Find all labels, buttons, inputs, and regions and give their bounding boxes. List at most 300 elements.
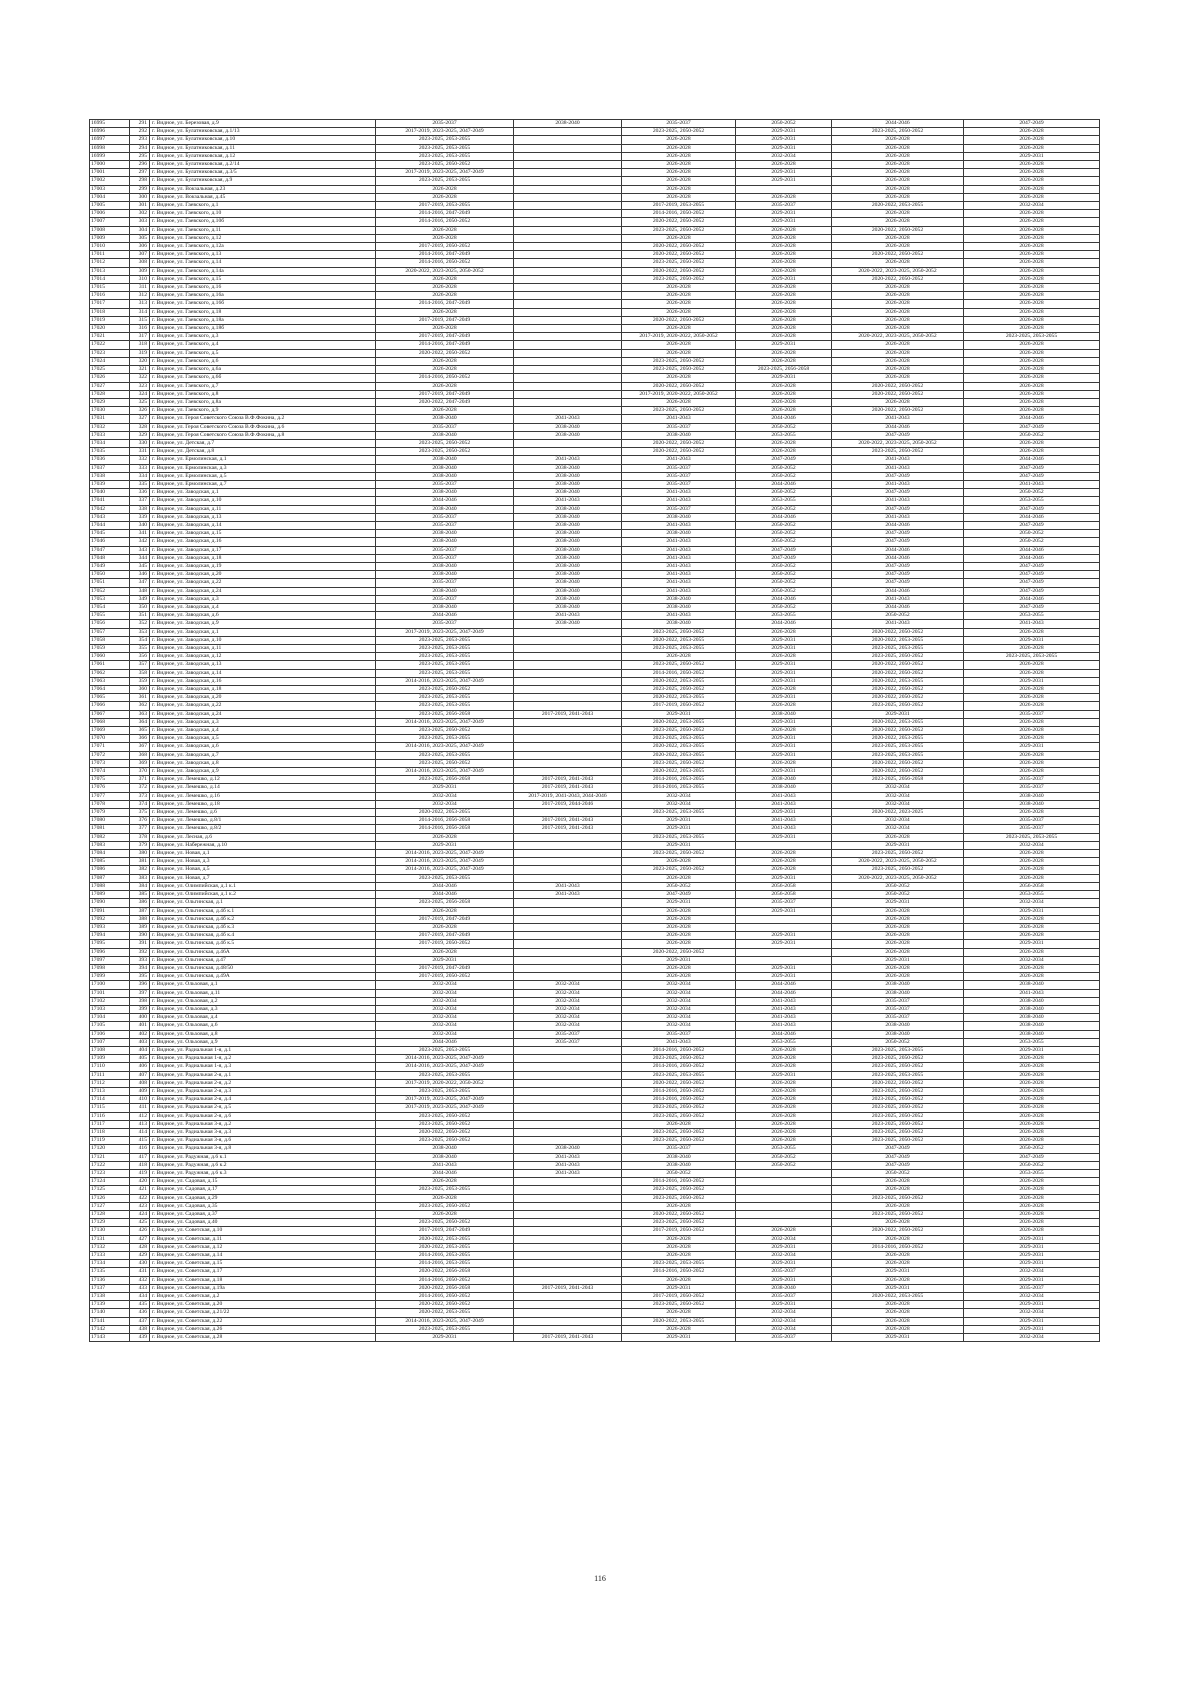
row-number-cell: 402 xyxy=(130,1030,150,1038)
period-3-cell: 2026-2028 xyxy=(622,1202,736,1210)
period-6-cell: 2038-2040 xyxy=(964,981,1100,989)
row-id-cell: 17110 xyxy=(90,1063,130,1071)
period-3-cell: 2035-2037 xyxy=(622,1145,736,1153)
period-5-cell: 2026-2028 xyxy=(832,1202,964,1210)
period-4-cell: 2041-2043 xyxy=(736,1005,832,1013)
address-cell: г. Видное, ул. Заводская, д.1 xyxy=(150,489,376,497)
row-id-cell: 16996 xyxy=(90,128,130,136)
period-6-cell: 2026-2028 xyxy=(964,628,1100,636)
row-id-cell: 17042 xyxy=(90,505,130,513)
row-id-cell: 17045 xyxy=(90,530,130,538)
period-6-cell: 2050-2052 xyxy=(964,489,1100,497)
period-1-cell: 2023-2025, 2050-2052 xyxy=(376,686,514,694)
address-cell: г. Видное, ул. Вокзальная, д.45 xyxy=(150,193,376,201)
period-5-cell: 2044-2046 xyxy=(832,554,964,562)
table-row xyxy=(90,521,1100,529)
period-5-cell: 2038-2040 xyxy=(832,1022,964,1030)
address-cell: г. Видное, ул. Ольховая, д.8 xyxy=(150,1030,376,1038)
period-1-cell: 2044-2046 xyxy=(376,882,514,890)
row-number-cell: 311 xyxy=(130,284,150,292)
period-4-cell: 2029-2031 xyxy=(736,169,832,177)
period-2-cell xyxy=(514,669,622,677)
row-number-cell: 301 xyxy=(130,202,150,210)
row-number-cell: 299 xyxy=(130,185,150,193)
address-cell: г. Видное, ул. Детская, д.8 xyxy=(150,448,376,456)
address-cell: г. Видное, ул. Ольховая, д.9 xyxy=(150,1038,376,1046)
period-4-cell: 2026-2028 xyxy=(736,284,832,292)
address-cell: г. Видное, ул. Гаевского, д.15 xyxy=(150,275,376,283)
period-6-cell: 2029-2031 xyxy=(964,1243,1100,1251)
period-3-cell: 2038-2040 xyxy=(622,620,736,628)
row-number-cell: 354 xyxy=(130,636,150,644)
period-4-cell: 2050-2052 xyxy=(736,571,832,579)
row-id-cell: 17129 xyxy=(90,1219,130,1227)
period-5-cell: 2050-2052 xyxy=(832,1038,964,1046)
period-4-cell: 2029-2031 xyxy=(736,874,832,882)
period-5-cell: 2029-2031 xyxy=(832,710,964,718)
address-cell: г. Видное, ул. Ольховая, д.11 xyxy=(150,989,376,997)
table-row xyxy=(90,768,1100,776)
row-id-cell: 17032 xyxy=(90,423,130,431)
address-cell: г. Видное, ул. Олимпийская, д.1 к.2 xyxy=(150,891,376,899)
period-1-cell: 2020-2022, 2056-2058 xyxy=(376,1268,514,1276)
period-1-cell: 2038-2040 xyxy=(376,472,514,480)
period-3-cell: 2026-2028 xyxy=(622,1309,736,1317)
row-number-cell: 383 xyxy=(130,874,150,882)
period-1-cell: 2023-2025, 2053-2055 xyxy=(376,702,514,710)
period-2-cell xyxy=(514,858,622,866)
period-5-cell: 2038-2040 xyxy=(832,981,964,989)
row-number-cell: 310 xyxy=(130,275,150,283)
table-row xyxy=(90,1219,1100,1227)
row-id-cell: 17007 xyxy=(90,218,130,226)
address-cell: г. Видное, ул. Лемешко, д.14 xyxy=(150,784,376,792)
address-cell: г. Видное, ул. Радиальная 2-я, д.5 xyxy=(150,1104,376,1112)
period-4-cell: 2047-2049 xyxy=(736,456,832,464)
period-3-cell: 2041-2043 xyxy=(622,489,736,497)
period-1-cell: 2023-2025, 2053-2055 xyxy=(376,694,514,702)
table-row xyxy=(90,776,1100,784)
row-id-cell: 17074 xyxy=(90,768,130,776)
period-2-cell xyxy=(514,1202,622,1210)
period-6-cell: 2029-2031 xyxy=(964,743,1100,751)
period-6-cell: 2026-2028 xyxy=(964,407,1100,415)
period-1-cell: 2038-2040 xyxy=(376,464,514,472)
address-cell: г. Видное, ул. Заводская, д.17 xyxy=(150,546,376,554)
period-1-cell: 2029-2031 xyxy=(376,841,514,849)
capital-repair-schedule-table xyxy=(89,119,1100,1342)
period-3-cell: 2023-2025, 2050-2052 xyxy=(622,686,736,694)
period-1-cell: 2014-2016, 2023-2025, 2047-2049 xyxy=(376,1317,514,1325)
period-6-cell: 2029-2031 xyxy=(964,1252,1100,1260)
period-2-cell xyxy=(514,964,622,972)
table-row xyxy=(90,464,1100,472)
address-cell: г. Видное, ул. Радиальная 1-я, д.3 xyxy=(150,1063,376,1071)
period-3-cell: 2023-2025, 2050-2052 xyxy=(622,661,736,669)
row-number-cell: 319 xyxy=(130,349,150,357)
period-4-cell: 2026-2028 xyxy=(736,1087,832,1095)
table-row xyxy=(90,1087,1100,1095)
period-3-cell: 2038-2040 xyxy=(622,513,736,521)
table-row xyxy=(90,152,1100,160)
period-6-cell: 2029-2031 xyxy=(964,1325,1100,1333)
address-cell: г. Видное, ул. Лемешко, д.8/2 xyxy=(150,825,376,833)
period-6-cell: 2023-2025, 2053-2055 xyxy=(964,333,1100,341)
period-1-cell: 2014-2016, 2047-2049 xyxy=(376,251,514,259)
period-6-cell: 2026-2028 xyxy=(964,858,1100,866)
period-2-cell xyxy=(514,1046,622,1054)
period-5-cell: 2026-2028 xyxy=(832,193,964,201)
period-5-cell: 2023-2025, 2050-2052 xyxy=(832,1128,964,1136)
row-id-cell: 17021 xyxy=(90,333,130,341)
period-1-cell: 2023-2025, 2053-2055 xyxy=(376,1186,514,1194)
period-1-cell: 2023-2025, 2053-2055 xyxy=(376,735,514,743)
period-1-cell: 2023-2025, 2050-2052 xyxy=(376,448,514,456)
period-5-cell: 2038-2040 xyxy=(832,1030,964,1038)
period-1-cell: 2026-2028 xyxy=(376,923,514,931)
table-row xyxy=(90,308,1100,316)
table-row xyxy=(90,940,1100,948)
row-id-cell: 17142 xyxy=(90,1325,130,1333)
period-5-cell: 2026-2028 xyxy=(832,374,964,382)
period-3-cell: 2014-2016, 2050-2052 xyxy=(622,1096,736,1104)
row-id-cell: 17073 xyxy=(90,759,130,767)
row-number-cell: 332 xyxy=(130,456,150,464)
period-6-cell: 2026-2028 xyxy=(964,1055,1100,1063)
period-4-cell: 2026-2028 xyxy=(736,1063,832,1071)
period-1-cell: 2017-2019, 2047-2049 xyxy=(376,964,514,972)
period-3-cell: 2026-2028 xyxy=(622,292,736,300)
row-id-cell: 17005 xyxy=(90,202,130,210)
period-3-cell: 2023-2025, 2050-2052 xyxy=(622,727,736,735)
address-cell: г. Видное, ул. Заводская, д.6 xyxy=(150,743,376,751)
period-1-cell: 2023-2025, 2056-2058 xyxy=(376,776,514,784)
period-4-cell: 2026-2028 xyxy=(736,398,832,406)
table-row xyxy=(90,234,1100,242)
period-2-cell xyxy=(514,661,622,669)
address-cell: г. Видное, ул. Радиальная 1-я, д.2 xyxy=(150,1055,376,1063)
row-number-cell: 421 xyxy=(130,1186,150,1194)
period-4-cell: 2026-2028 xyxy=(736,1112,832,1120)
period-2-cell xyxy=(514,841,622,849)
table-row xyxy=(90,448,1100,456)
period-6-cell: 2032-2034 xyxy=(964,956,1100,964)
period-5-cell: 2047-2049 xyxy=(832,538,964,546)
period-5-cell: 2020-2022, 2050-2052 xyxy=(832,251,964,259)
period-6-cell: 2026-2028 xyxy=(964,300,1100,308)
period-4-cell: 2038-2040 xyxy=(736,1284,832,1292)
period-4-cell: 2026-2028 xyxy=(736,357,832,365)
period-3-cell: 2020-2022, 2053-2055 xyxy=(622,751,736,759)
period-3-cell: 2020-2022, 2050-2052 xyxy=(622,1079,736,1087)
period-5-cell: 2023-2025, 2050-2052 xyxy=(832,1063,964,1071)
period-4-cell: 2026-2028 xyxy=(736,300,832,308)
period-5-cell: 2026-2028 xyxy=(832,210,964,218)
period-4-cell: 2029-2031 xyxy=(736,743,832,751)
table-row xyxy=(90,1260,1100,1268)
row-number-cell: 356 xyxy=(130,653,150,661)
period-1-cell: 2026-2028 xyxy=(376,1178,514,1186)
row-id-cell: 17019 xyxy=(90,316,130,324)
row-number-cell: 306 xyxy=(130,243,150,251)
table-row xyxy=(90,694,1100,702)
address-cell: г. Видное, ул. Заводская, д.4 xyxy=(150,603,376,611)
period-3-cell: 2032-2034 xyxy=(622,792,736,800)
period-4-cell: 2026-2028 xyxy=(736,653,832,661)
period-1-cell: 2017-2019, 2047-2049 xyxy=(376,915,514,923)
period-2-cell xyxy=(514,1104,622,1112)
period-3-cell: 2032-2034 xyxy=(622,981,736,989)
period-3-cell: 2023-2025, 2050-2052 xyxy=(622,259,736,267)
period-3-cell: 2029-2031 xyxy=(622,1334,736,1342)
row-number-cell: 353 xyxy=(130,628,150,636)
row-id-cell: 17056 xyxy=(90,620,130,628)
period-2-cell: 2041-2043 xyxy=(514,882,622,890)
period-1-cell: 2020-2022, 2053-2055 xyxy=(376,1243,514,1251)
period-2-cell: 2041-2043 xyxy=(514,891,622,899)
period-1-cell: 2017-2019, 2047-2049 xyxy=(376,932,514,940)
address-cell: г. Видное, ул. Ольгинская, д.49А xyxy=(150,973,376,981)
table-row xyxy=(90,300,1100,308)
period-3-cell: 2023-2025, 2053-2055 xyxy=(622,833,736,841)
row-id-cell: 17049 xyxy=(90,562,130,570)
row-id-cell: 17029 xyxy=(90,398,130,406)
period-4-cell: 2032-2034 xyxy=(736,1325,832,1333)
period-2-cell xyxy=(514,743,622,751)
period-4-cell xyxy=(736,1170,832,1178)
period-5-cell: 2020-2022, 2050-2052 xyxy=(832,694,964,702)
period-5-cell: 2032-2034 xyxy=(832,825,964,833)
period-4-cell: 2029-2031 xyxy=(736,694,832,702)
period-5-cell: 2023-2025, 2050-2052 xyxy=(832,1137,964,1145)
period-4-cell: 2044-2046 xyxy=(736,620,832,628)
period-5-cell: 2026-2028 xyxy=(832,1301,964,1309)
period-2-cell xyxy=(514,448,622,456)
period-2-cell: 2017-2019, 2044-2046 xyxy=(514,800,622,808)
period-6-cell: 2026-2028 xyxy=(964,357,1100,365)
row-id-cell: 16999 xyxy=(90,152,130,160)
period-4-cell: 2029-2031 xyxy=(736,907,832,915)
period-3-cell: 2023-2025, 2053-2055 xyxy=(622,1260,736,1268)
row-id-cell: 17016 xyxy=(90,292,130,300)
row-number-cell: 399 xyxy=(130,1005,150,1013)
period-5-cell: 2044-2046 xyxy=(832,546,964,554)
period-1-cell: 2014-2016, 2050-2052 xyxy=(376,259,514,267)
period-4-cell: 2041-2043 xyxy=(736,825,832,833)
period-2-cell xyxy=(514,439,622,447)
period-1-cell: 2035-2037 xyxy=(376,579,514,587)
row-id-cell: 17033 xyxy=(90,431,130,439)
period-2-cell xyxy=(514,398,622,406)
period-5-cell: 2026-2028 xyxy=(832,169,964,177)
table-row xyxy=(90,1276,1100,1284)
period-2-cell xyxy=(514,275,622,283)
period-4-cell: 2050-2052 xyxy=(736,603,832,611)
period-6-cell: 2029-2031 xyxy=(964,1235,1100,1243)
period-1-cell: 2023-2025, 2050-2052 xyxy=(376,727,514,735)
row-number-cell: 355 xyxy=(130,645,150,653)
period-1-cell: 2026-2028 xyxy=(376,833,514,841)
row-id-cell: 17097 xyxy=(90,956,130,964)
row-number-cell: 409 xyxy=(130,1087,150,1095)
address-cell: г. Видное, ул. Заводская, д.13 xyxy=(150,513,376,521)
period-5-cell: 2023-2025, 2050-2052 xyxy=(832,1096,964,1104)
period-1-cell: 2017-2019, 2050-2052 xyxy=(376,973,514,981)
period-4-cell: 2029-2031 xyxy=(736,645,832,653)
period-1-cell: 2023-2025, 2050-2052 xyxy=(376,161,514,169)
table-row xyxy=(90,1128,1100,1136)
row-id-cell: 17057 xyxy=(90,628,130,636)
table-row xyxy=(90,530,1100,538)
period-2-cell xyxy=(514,1235,622,1243)
period-6-cell: 2026-2028 xyxy=(964,874,1100,882)
row-id-cell: 17082 xyxy=(90,833,130,841)
period-4-cell: 2041-2043 xyxy=(736,997,832,1005)
period-5-cell: 2047-2049 xyxy=(832,1161,964,1169)
row-id-cell: 17002 xyxy=(90,177,130,185)
period-4-cell: 2026-2028 xyxy=(736,193,832,201)
period-1-cell: 2023-2025, 2050-2052 xyxy=(376,1112,514,1120)
period-4-cell: 2029-2031 xyxy=(736,128,832,136)
period-1-cell: 2014-2016, 2053-2055 xyxy=(376,1260,514,1268)
period-5-cell: 2023-2025, 2053-2055 xyxy=(832,743,964,751)
address-cell: г. Видное, ул. Заводская, д.20 xyxy=(150,694,376,702)
row-number-cell: 363 xyxy=(130,710,150,718)
period-2-cell xyxy=(514,833,622,841)
period-1-cell: 2023-2025, 2053-2055 xyxy=(376,152,514,160)
row-id-cell: 17044 xyxy=(90,521,130,529)
period-4-cell: 2029-2031 xyxy=(736,751,832,759)
row-number-cell: 410 xyxy=(130,1096,150,1104)
period-6-cell: 2026-2028 xyxy=(964,669,1100,677)
row-id-cell: 17041 xyxy=(90,497,130,505)
period-5-cell: 2047-2049 xyxy=(832,1153,964,1161)
period-5-cell: 2026-2028 xyxy=(832,161,964,169)
period-6-cell: 2026-2028 xyxy=(964,1112,1100,1120)
period-1-cell: 2038-2040 xyxy=(376,415,514,423)
row-number-cell: 352 xyxy=(130,620,150,628)
period-1-cell: 2017-2019, 2047-2049 xyxy=(376,333,514,341)
period-6-cell: 2044-2046 xyxy=(964,595,1100,603)
table-row xyxy=(90,128,1100,136)
row-number-cell: 377 xyxy=(130,825,150,833)
period-3-cell: 2032-2034 xyxy=(622,989,736,997)
table-row xyxy=(90,251,1100,259)
period-4-cell: 2026-2028 xyxy=(736,702,832,710)
row-id-cell: 17112 xyxy=(90,1079,130,1087)
period-3-cell: 2050-2052 xyxy=(622,1170,736,1178)
period-3-cell: 2026-2028 xyxy=(622,653,736,661)
period-6-cell: 2026-2028 xyxy=(964,275,1100,283)
period-1-cell: 2026-2028 xyxy=(376,382,514,390)
row-number-cell: 418 xyxy=(130,1161,150,1169)
period-1-cell: 2038-2040 xyxy=(376,456,514,464)
period-2-cell xyxy=(514,751,622,759)
period-1-cell: 2038-2040 xyxy=(376,571,514,579)
period-5-cell: 2023-2025, 2050-2052 xyxy=(832,866,964,874)
row-id-cell: 17018 xyxy=(90,308,130,316)
row-id-cell: 17017 xyxy=(90,300,130,308)
table-row xyxy=(90,1202,1100,1210)
row-number-cell: 342 xyxy=(130,538,150,546)
period-4-cell: 2041-2043 xyxy=(736,800,832,808)
period-1-cell: 2026-2028 xyxy=(376,1194,514,1202)
row-id-cell: 17085 xyxy=(90,858,130,866)
schedule-sheet xyxy=(89,119,1099,1342)
period-1-cell: 2017-2019, 2047-2049 xyxy=(376,1227,514,1235)
period-1-cell: 2014-2016, 2023-2025, 2047-2049 xyxy=(376,718,514,726)
period-4-cell: 2029-2031 xyxy=(736,1260,832,1268)
address-cell: г. Видное, ул. Ольховая, д.2 xyxy=(150,997,376,1005)
period-4-cell: 2026-2028 xyxy=(736,390,832,398)
period-1-cell: 2026-2028 xyxy=(376,948,514,956)
period-2-cell: 2038-2040 xyxy=(514,595,622,603)
period-1-cell: 2026-2028 xyxy=(376,185,514,193)
row-id-cell: 17054 xyxy=(90,603,130,611)
address-cell: г. Видное, ул. Ермолинская, д.3 xyxy=(150,464,376,472)
period-1-cell: 2026-2028 xyxy=(376,907,514,915)
period-6-cell: 2026-2028 xyxy=(964,292,1100,300)
row-number-cell: 388 xyxy=(130,915,150,923)
row-id-cell: 17048 xyxy=(90,554,130,562)
period-6-cell: 2026-2028 xyxy=(964,661,1100,669)
address-cell: г. Видное, ул. Гаевского, д.10б xyxy=(150,218,376,226)
period-5-cell: 2026-2028 xyxy=(832,1219,964,1227)
period-3-cell: 2032-2034 xyxy=(622,1005,736,1013)
period-5-cell: 2026-2028 xyxy=(832,341,964,349)
period-6-cell: 2041-2043 xyxy=(964,620,1100,628)
table-row xyxy=(90,562,1100,570)
row-number-cell: 321 xyxy=(130,366,150,374)
row-id-cell: 17063 xyxy=(90,677,130,685)
period-5-cell: 2014-2016, 2050-2052 xyxy=(832,1243,964,1251)
address-cell: г. Видное, ул. Ольгинская, д.46А xyxy=(150,948,376,956)
row-id-cell: 17113 xyxy=(90,1087,130,1095)
period-3-cell: 2026-2028 xyxy=(622,341,736,349)
table-row xyxy=(90,161,1100,169)
period-6-cell: 2044-2046 xyxy=(964,513,1100,521)
period-6-cell: 2026-2028 xyxy=(964,341,1100,349)
period-2-cell xyxy=(514,1096,622,1104)
period-6-cell: 2026-2028 xyxy=(964,768,1100,776)
period-2-cell xyxy=(514,341,622,349)
period-4-cell: 2038-2040 xyxy=(736,784,832,792)
period-6-cell: 2050-2052 xyxy=(964,1145,1100,1153)
period-1-cell: 2026-2028 xyxy=(376,1211,514,1219)
row-number-cell: 392 xyxy=(130,948,150,956)
row-number-cell: 309 xyxy=(130,267,150,275)
row-id-cell: 17091 xyxy=(90,907,130,915)
row-id-cell: 17118 xyxy=(90,1128,130,1136)
period-3-cell: 2032-2034 xyxy=(622,800,736,808)
period-2-cell xyxy=(514,300,622,308)
period-4-cell: 2029-2031 xyxy=(736,735,832,743)
address-cell: г. Видное, ул. Ольгинская, д.47 xyxy=(150,956,376,964)
period-3-cell: 2035-2037 xyxy=(622,423,736,431)
period-1-cell: 2026-2028 xyxy=(376,275,514,283)
period-2-cell xyxy=(514,1260,622,1268)
period-2-cell xyxy=(514,973,622,981)
period-4-cell: 2026-2028 xyxy=(736,866,832,874)
period-5-cell: 2050-2052 xyxy=(832,612,964,620)
period-1-cell: 2032-2034 xyxy=(376,1005,514,1013)
row-id-cell: 17105 xyxy=(90,1022,130,1030)
address-cell: г. Видное, ул. Заводская, д.18 xyxy=(150,686,376,694)
table-row xyxy=(90,489,1100,497)
row-id-cell: 17127 xyxy=(90,1202,130,1210)
period-1-cell: 2026-2028 xyxy=(376,325,514,333)
period-3-cell: 2020-2022, 2053-2055 xyxy=(622,636,736,644)
